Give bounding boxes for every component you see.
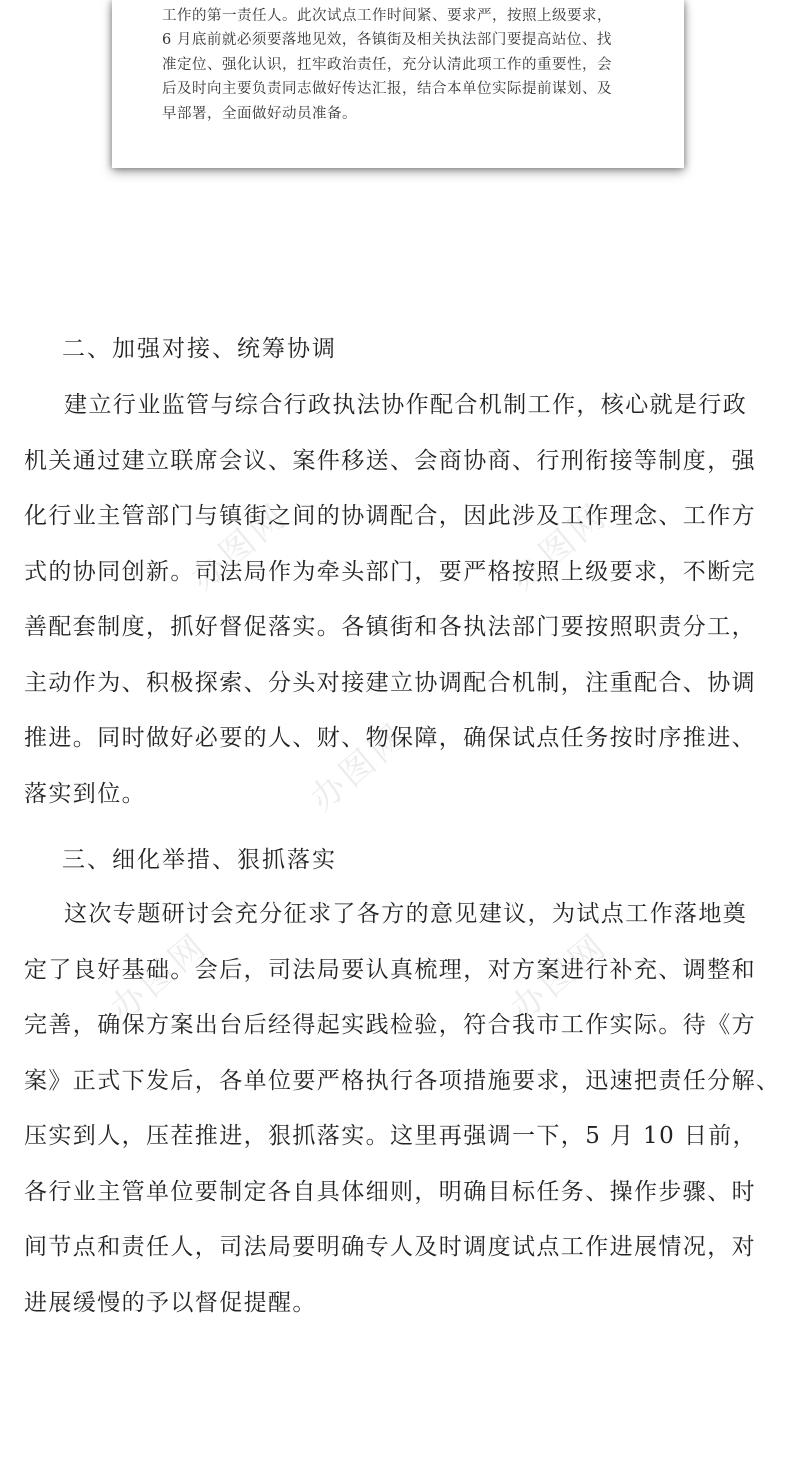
paragraph-line: 间节点和责任人，司法局要明确专人及时调度试点工作进展情况，对 <box>24 1234 756 1260</box>
paragraph-line: 推进。同时做好必要的人、财、物保障，确保试点任务按时序推进、 <box>24 725 756 751</box>
section-heading: 三、细化举措、狠抓落实 <box>62 847 337 873</box>
paragraph-line: 善配套制度，抓好督促落实。各镇街和各执法部门要按照职责分工， <box>24 614 756 640</box>
paragraph-line: 机关通过建立联席会议、案件移送、会商协商、行刑衔接等制度，强 <box>24 447 756 474</box>
paragraph-line: 建立行业监管与综合行政执法协作配合机制工作，核心就是行政 <box>64 392 748 418</box>
preview-line: 6 月底前就必须要落地见效，各镇街及相关执法部门要提高站位、找 <box>162 32 612 49</box>
paragraph-line: 化行业主管部门与镇街之间的协调配合，因此涉及工作理念、工作方 <box>24 503 756 529</box>
preview-line: 工作的第一责任人。此次试点工作时间紧、要求严，按照上级要求， <box>162 8 612 24</box>
paragraph-line: 定了良好基础。会后，司法局要认真梳理，对方案进行补充、调整和 <box>24 956 756 983</box>
paragraph-line: 压实到人，压茬推进，狠抓落实。这里再强调一下，5 月 10 日前， <box>24 1123 758 1149</box>
preview-line: 后及时向主要负责同志做好传达汇报，结合本单位实际提前谋划、及 <box>162 81 612 98</box>
paragraph-line: 案》正式下发后，各单位要严格执行各项措施要求，迅速把责任分解、 <box>24 1067 781 1094</box>
watermark: 办图网 <box>102 925 216 1030</box>
preview-card-text <box>162 4 640 126</box>
watermark: 办图网 <box>302 715 416 820</box>
paragraph-line: 完善，确保方案出台后经得起实践检验，符合我市工作实际。待《方 <box>24 1012 756 1038</box>
section-paragraph <box>24 887 782 1331</box>
paragraph-line: 进展缓慢的予以督促提醒。 <box>24 1289 317 1316</box>
preview-line: 准定位、强化认识，扛牢政治责任，充分认清此项工作的重要性，会 <box>162 56 612 73</box>
preview-line: 早部署，全面做好动员准备。 <box>162 105 357 122</box>
section-paragraph <box>24 378 782 822</box>
document-preview-card <box>112 0 684 168</box>
paragraph-line: 落实到位。 <box>24 780 146 807</box>
watermark: 办图网 <box>502 495 616 600</box>
paragraph-line: 这次专题研讨会充分征求了各方的意见建议，为试点工作落地奠 <box>64 901 748 927</box>
paragraph-line: 主动作为、积极探索、分头对接建立协调配合机制，注重配合、协调 <box>24 669 756 696</box>
watermark: 办图网 <box>502 925 616 1030</box>
paragraph-line: 各行业主管单位要制定各自具体细则，明确目标任务、操作步骤、时 <box>24 1178 756 1205</box>
watermark: 办图网 <box>182 495 296 600</box>
paragraph-line: 式的协同创新。司法局作为牵头部门，要严格按照上级要求，不断完 <box>24 558 756 585</box>
section-heading: 二、加强对接、统筹协调 <box>62 336 337 362</box>
